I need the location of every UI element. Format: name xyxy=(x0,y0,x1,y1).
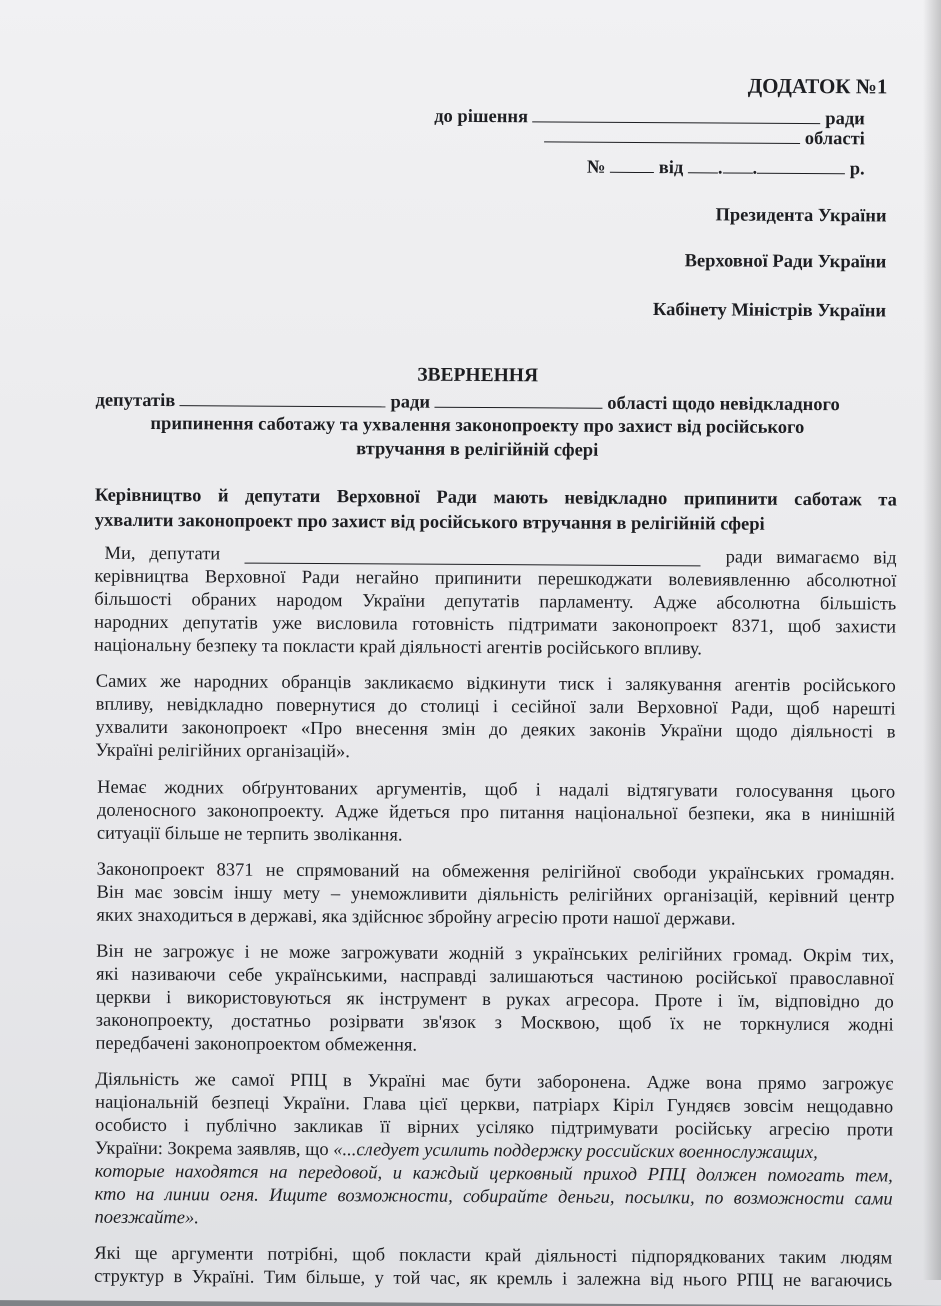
p3-line2: доленосного законопроекту. Адже йдеться про питання національної безпеки, яка в нинішній xyxy=(96,800,896,826)
p1-line5: національну безпеку та покласти край діяльності агентів російського впливу. xyxy=(93,635,703,660)
p6-line3: особисто і публічно закликав її вірних усіляко підтримувати російську агресію проти xyxy=(95,1115,894,1141)
year-blank xyxy=(757,157,845,175)
p3-line1: Немає жодних обґрунтованих аргументів, щоб і надалі відтягувати голосування цього xyxy=(97,777,896,803)
p4-line1: Законопроект 8371 не спрямований на обмеження релігійної свободи українських громадян. xyxy=(96,859,895,885)
lead-line2: ухвалити законопроект про захист від російського втручання в релігійній сфері xyxy=(94,510,765,535)
region-blank xyxy=(544,125,800,144)
p3-line3: ситуації більше не терпить зволікання. xyxy=(96,823,403,846)
p5-line5: передбачені законопроектом обмеження. xyxy=(95,1033,418,1056)
number-date-line: № від . . р. xyxy=(586,157,865,180)
month-blank xyxy=(722,156,752,173)
council-word: ради xyxy=(390,392,431,413)
council-suffix: ради xyxy=(825,109,865,130)
year-suffix: р. xyxy=(849,159,865,180)
p6-quote-line2: которые находятся на передовой, и каждый церковный приход РПЦ должен помогать тем, xyxy=(94,1161,893,1187)
p2-line1: Самих же народних обранців закликаємо відкинути тиск і залякування агентів російського xyxy=(95,671,896,697)
appeal-heading: ЗВЕРНЕННЯ xyxy=(417,364,539,387)
decision-blank xyxy=(533,105,821,124)
title-line1 xyxy=(95,389,839,417)
date-prefix: від xyxy=(658,158,684,179)
title-line2: припинення саботажу та ухвалення законопроекту про захист від російського xyxy=(150,413,805,438)
p7-line2: структур в Україні. Тим більше, у той час, як кремль і залежна від нього РПЦ не вагаючись xyxy=(94,1266,893,1292)
p1-line4: народних депутатів уже висловила готовність підтримати законопроект 8371, щоб захисти xyxy=(94,612,897,638)
p5-line1: Він не загрожує і не може загрожувати жодній з українських релігійних громад. Окрім тих, xyxy=(96,941,895,967)
p5-line2: які називаючи себе українськими, насправді залишаються частиною російської православної xyxy=(95,964,895,990)
deputies-blank xyxy=(180,389,386,407)
deputies-prefix: депутатів xyxy=(95,390,176,412)
p2-line3: ухвалити законопроект «Про внесення змін до деяких законів України щодо діяльності в xyxy=(95,717,896,743)
p4-line2: Він має зовсім іншу мету – унеможливити діяльність релігійних організацій, керівний центр xyxy=(96,882,895,908)
region-line xyxy=(544,125,865,150)
p6-quote-line3: кто на линии огня. Ищите возможности, собирайте деньги, посылки, по возможности сами xyxy=(94,1184,893,1210)
p5-line3: церкви і використовуються як інструмент в руках агресора. Проте і їм, відповідно до xyxy=(95,987,894,1013)
p1-blank xyxy=(245,547,701,567)
title-line3: втручання в релігійній сфері xyxy=(356,439,599,461)
region-rest: області щодо невідкладного xyxy=(607,393,840,416)
p2-line2: впливу, невідкладно повернутися до столиці і сесійної зали Верховної Ради, щоб нарешті xyxy=(95,694,896,720)
p6-line4 xyxy=(95,1138,818,1164)
p6-quote-start: «...следует усилить поддержку российских военнослужащих, xyxy=(333,1140,818,1164)
p6-line4-plain: України: Зокрема заявляв, що xyxy=(94,1138,334,1161)
p1-start: Ми, депутати xyxy=(104,543,221,565)
decision-prefix: до рішення xyxy=(434,106,529,128)
p6-quote-line4: поезжайте». xyxy=(94,1207,199,1229)
addressee-parliament: Верховної Ради України xyxy=(684,251,887,273)
number-blank xyxy=(610,156,654,173)
region-suffix: області xyxy=(804,128,865,150)
p1-line3: більшості обраних народом України депутатів парламенту. Адже абсолютна більшість xyxy=(94,589,897,615)
lead-line1: Керівництво й депутати Верховної Ради мають невідкладно припинити саботаж та xyxy=(94,485,897,511)
p1-end: ради вимагаємо від xyxy=(725,547,897,569)
p5-line4: законопроекту, достатньо розірвати зв'язок з Москвою, щоб їх не торкнулися жодні xyxy=(95,1010,894,1036)
addressee-cabinet: Кабінету Міністрів України xyxy=(652,300,887,322)
p6-line2: національній безпеці України. Глава цієї церкви, патріарх Кіріл Гундяєв зовсім нещодавно xyxy=(95,1092,894,1118)
p2-line4: Україні релігійних організацій». xyxy=(95,740,350,763)
council-blank xyxy=(435,391,603,409)
addressee-president: Президента України xyxy=(715,205,887,227)
p1-line2: керівництва Верховної Ради негайно припинити перешкоджати волевиявленню абсолютної xyxy=(94,566,897,592)
p6-line1: Діяльність же самої РПЦ в Україні має бути заборонена. Адже вона прямо загрожує xyxy=(95,1069,894,1095)
appendix-label: ДОДАТОК №1 xyxy=(747,73,888,99)
p4-line3: яких знаходиться в державі, яка здійснює збройну агресію проти нашої держави. xyxy=(96,905,736,930)
number-prefix: № xyxy=(586,157,606,178)
edge-shadow xyxy=(923,0,941,1280)
p7-line1: Які ще аргументи потрібні, щоб покласти край діяльності підпорядкованих таким людям xyxy=(94,1243,893,1269)
day-blank xyxy=(688,156,718,173)
